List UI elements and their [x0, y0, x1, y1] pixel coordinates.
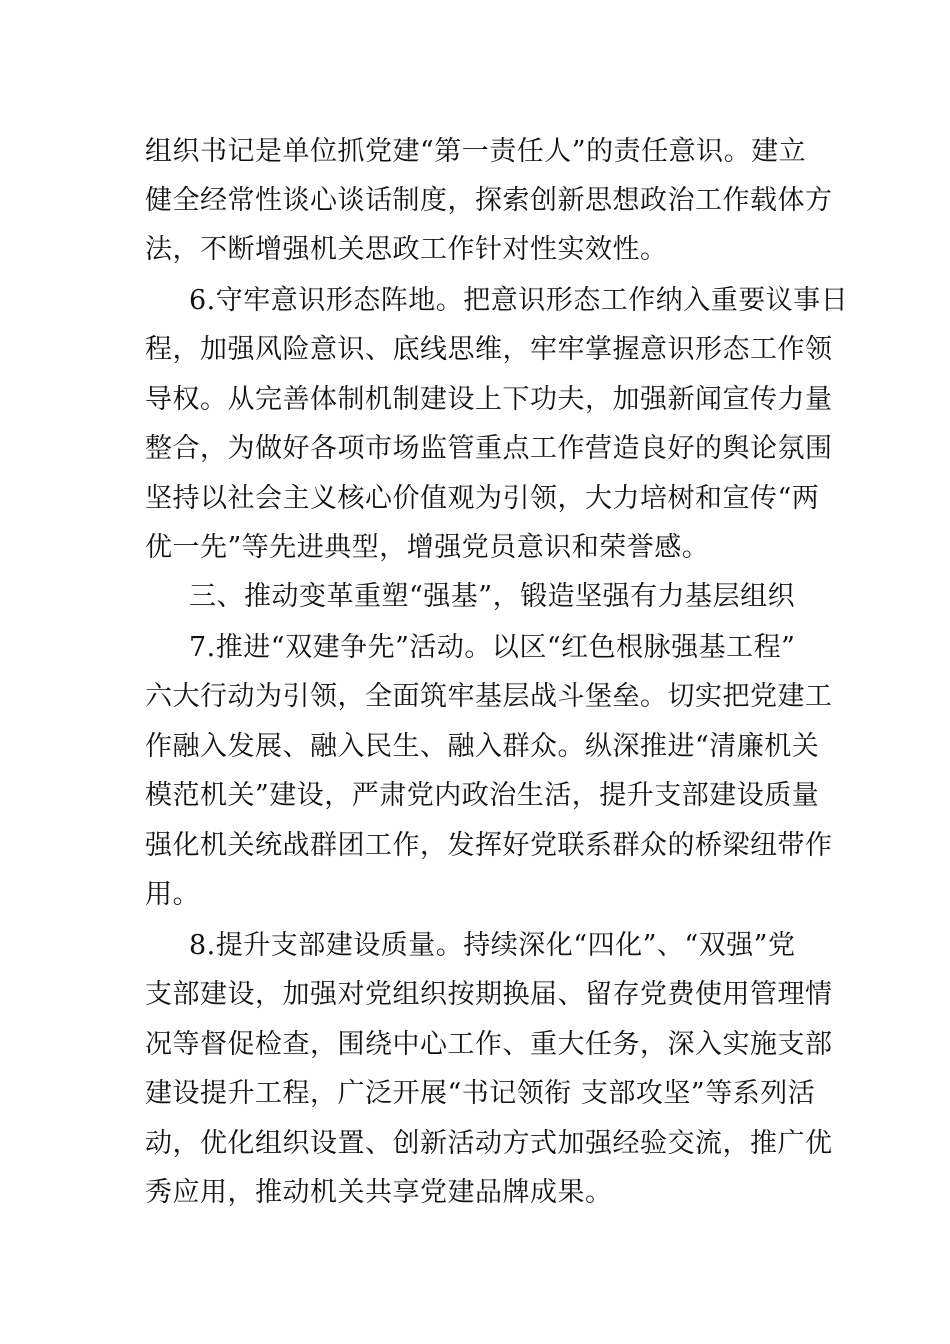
text-line: 导权。从完善体制机制建设上下功夫，加强新闻宣传力量 [145, 384, 833, 415]
text-line: 六大行动为引领，全面筑牢基层战斗堡垒。切实把党建工 [145, 681, 833, 712]
text-line: 秀应用，推动机关共享党建品牌成果。 [145, 1177, 613, 1208]
text-line: 6.守牢意识形态阵地。把意识形态工作纳入重要议事日 [189, 285, 849, 316]
text-line: 坚持以社会主义核心价值观为引领，大力培树和宣传“两 [145, 483, 820, 514]
text-line: 整合，为做好各项市场监管重点工作营造良好的舆论氛围 [145, 433, 833, 464]
text-line: 用。 [145, 879, 200, 910]
text-line: 健全经常性谈心谈话制度，探索创新思想政治工作载体方 [145, 185, 833, 216]
text-line: 动，优化组织设置、创新活动方式加强经验交流，推广优 [145, 1128, 833, 1159]
text-line: 组织书记是单位抓党建“第一责任人”的责任意识。建立 [145, 136, 807, 167]
text-line: 8.提升支部建设质量。持续深化“四化”、“双强”党 [189, 930, 796, 961]
text-line: 建设提升工程，广泛开展“书记领衔 支部攻坚”等系列活 [145, 1078, 816, 1109]
text-line: 支部建设，加强对党组织按期换届、留存党费使用管理情 [145, 979, 833, 1010]
text-line: 况等督促检查，围绕中心工作、重大任务，深入实施支部 [145, 1029, 833, 1060]
text-line: 优一先”等先进典型，增强党员意识和荣誉感。 [145, 532, 710, 563]
text-line: 作融入发展、融入民生、融入群众。纵深推进“清廉机关 [145, 731, 820, 762]
text-line: 7.推进“双建争先”活动。以区“红色根脉强基工程” [189, 632, 796, 663]
text-line: 程，加强风险意识、底线思维，牢牢掌握意识形态工作领 [145, 334, 833, 365]
text-line: 强化机关统战群团工作，发挥好党联系群众的桥梁纽带作 [145, 830, 833, 861]
section-heading: 三、推动变革重塑“强基”，锻造坚强有力基层组织 [189, 581, 796, 612]
text-line: 法，不断增强机关思政工作针对性实效性。 [145, 234, 668, 265]
text-line: 模范机关”建设，严肃党内政治生活，提升支部建设质量 [145, 780, 820, 811]
